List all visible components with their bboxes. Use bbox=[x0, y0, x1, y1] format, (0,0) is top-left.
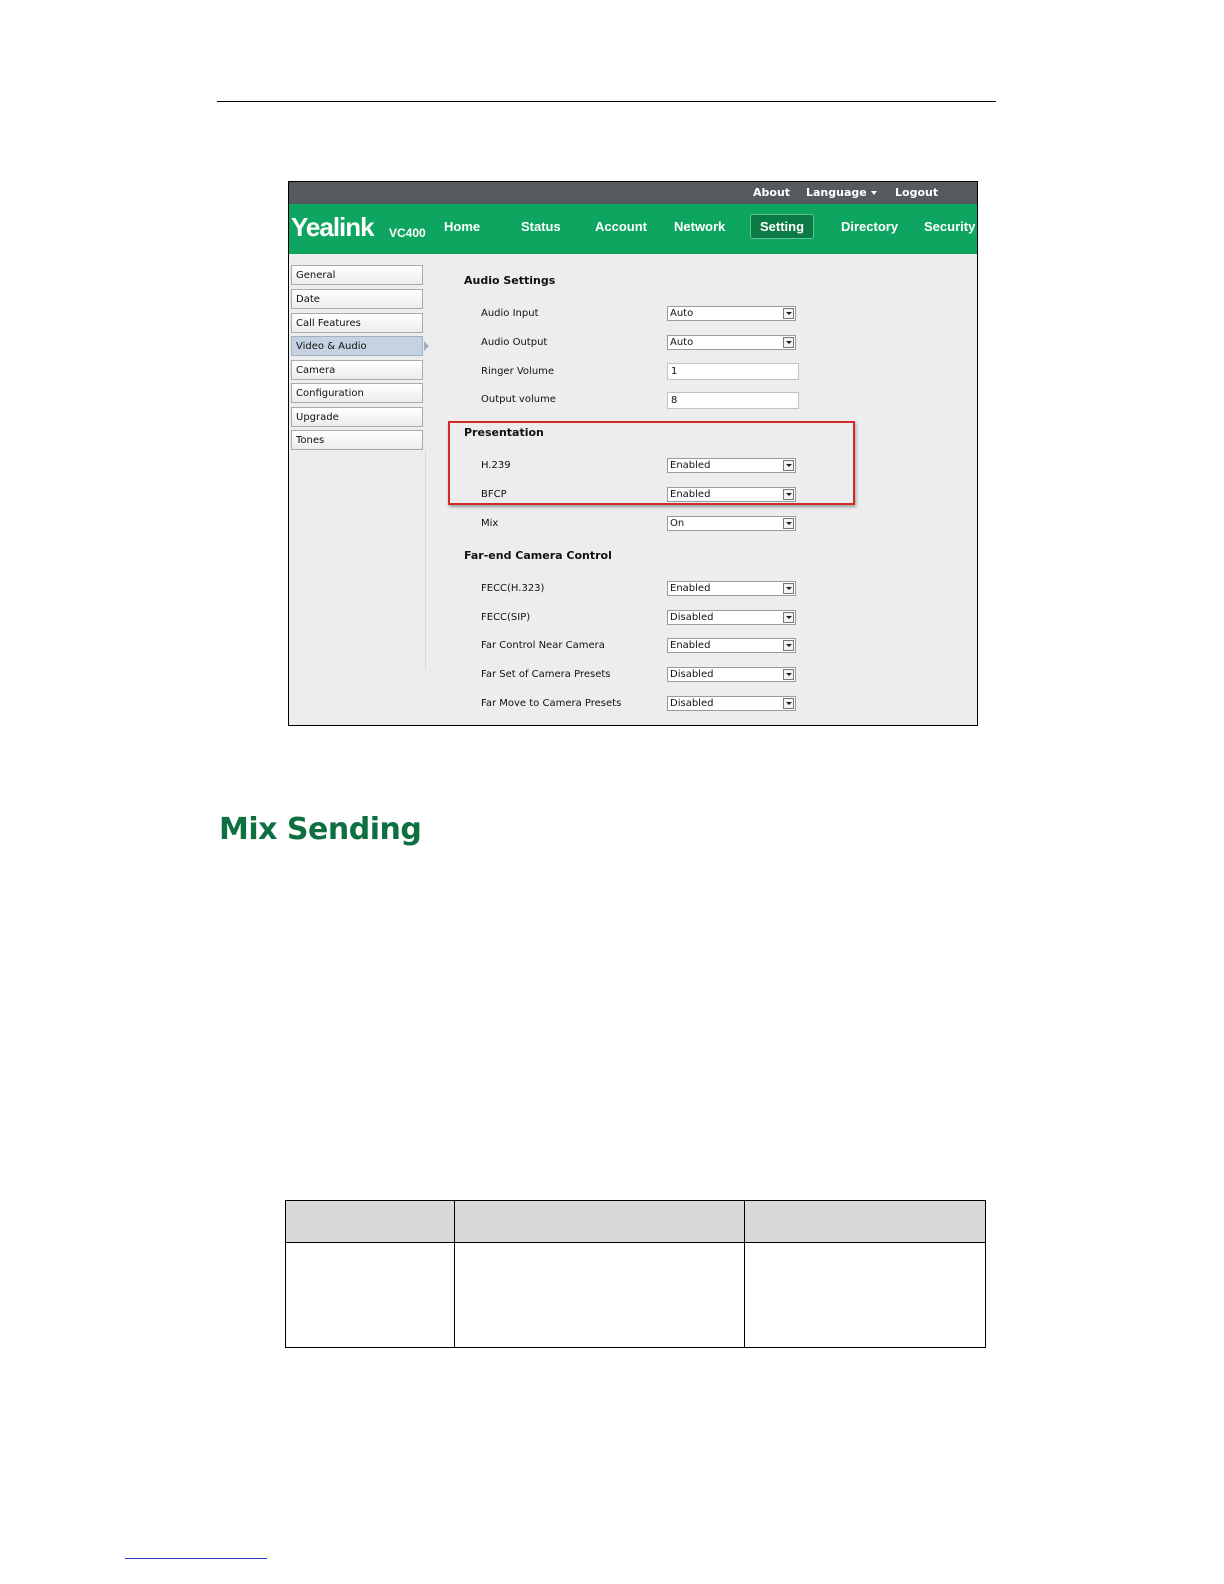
table-header-cell bbox=[285, 1200, 455, 1243]
select-far-set-camera-presets[interactable] bbox=[667, 667, 796, 682]
dropdown-arrow-icon bbox=[783, 518, 794, 529]
dropdown-arrow-icon bbox=[783, 669, 794, 680]
label-output-volume: Output volume bbox=[481, 394, 556, 405]
parameter-table bbox=[285, 1200, 986, 1348]
about-link[interactable]: About bbox=[753, 186, 791, 199]
section-title-audio-settings: Audio Settings bbox=[464, 274, 556, 287]
label-fecc-h323: FECC(H.323) bbox=[481, 583, 545, 594]
sidebar-item-upgrade[interactable]: Upgrade bbox=[291, 407, 423, 427]
sidebar-item-configuration[interactable]: Configuration bbox=[291, 383, 423, 403]
table-header-cell bbox=[454, 1200, 745, 1243]
page-header-rule bbox=[217, 101, 996, 102]
dropdown-arrow-icon bbox=[783, 308, 794, 319]
select-fecc-sip[interactable] bbox=[667, 610, 796, 625]
language-label: Language bbox=[806, 186, 867, 199]
section-title-fecc: Far-end Camera Control bbox=[464, 549, 612, 562]
model-label: VC400 bbox=[389, 226, 426, 240]
label-mix: Mix bbox=[481, 518, 499, 529]
select-value: Enabled bbox=[670, 640, 711, 651]
select-value: Disabled bbox=[670, 669, 714, 680]
tab-account[interactable]: Account bbox=[595, 219, 647, 234]
dropdown-arrow-icon bbox=[783, 640, 794, 651]
select-value: Enabled bbox=[670, 460, 711, 471]
label-h239: H.239 bbox=[481, 460, 511, 471]
tab-setting[interactable]: Setting bbox=[750, 214, 814, 239]
input-ringer-volume[interactable]: 1 bbox=[667, 363, 799, 380]
select-audio-output[interactable] bbox=[667, 335, 796, 350]
label-audio-output: Audio Output bbox=[481, 337, 548, 348]
sidebar-item-camera[interactable]: Camera bbox=[291, 360, 423, 380]
dropdown-arrow-icon bbox=[783, 337, 794, 348]
language-menu[interactable] bbox=[806, 186, 877, 199]
input-output-volume[interactable]: 8 bbox=[667, 392, 799, 409]
section-title-presentation: Presentation bbox=[464, 426, 544, 439]
select-value: Auto bbox=[670, 337, 694, 348]
select-value: Auto bbox=[670, 308, 694, 319]
sidebar-item-general[interactable]: General bbox=[291, 265, 423, 285]
active-pointer-icon bbox=[424, 341, 429, 351]
sidebar-item-tones[interactable]: Tones bbox=[291, 430, 423, 450]
chevron-down-icon bbox=[871, 191, 877, 195]
highlight-box bbox=[448, 421, 855, 505]
sidebar-item-video-audio[interactable]: Video & Audio bbox=[291, 336, 423, 356]
select-value: Enabled bbox=[670, 489, 711, 500]
sidebar-item-call-features[interactable]: Call Features bbox=[291, 313, 423, 333]
table-header-cell bbox=[744, 1200, 986, 1243]
web-ui-screenshot bbox=[288, 181, 978, 726]
label-far-move-camera-presets: Far Move to Camera Presets bbox=[481, 698, 622, 709]
select-value: Enabled bbox=[670, 583, 711, 594]
select-value: On bbox=[670, 518, 685, 529]
select-mix[interactable] bbox=[667, 516, 796, 531]
select-far-move-camera-presets[interactable] bbox=[667, 696, 796, 711]
footnote-rule bbox=[125, 1558, 267, 1559]
dropdown-arrow-icon bbox=[783, 612, 794, 623]
dropdown-arrow-icon bbox=[783, 698, 794, 709]
tab-security[interactable]: Security bbox=[924, 219, 976, 234]
label-far-set-camera-presets: Far Set of Camera Presets bbox=[481, 669, 611, 680]
main-nav-bar bbox=[289, 204, 977, 254]
select-far-control-near-camera[interactable] bbox=[667, 638, 796, 653]
select-audio-input[interactable] bbox=[667, 306, 796, 321]
table-cell bbox=[454, 1242, 745, 1348]
label-fecc-sip: FECC(SIP) bbox=[481, 612, 531, 623]
tab-status[interactable]: Status bbox=[521, 219, 561, 234]
logout-link[interactable]: Logout bbox=[895, 186, 939, 199]
tab-network[interactable]: Network bbox=[674, 219, 726, 234]
select-fecc-h323[interactable] bbox=[667, 581, 796, 596]
dropdown-arrow-icon bbox=[783, 583, 794, 594]
tab-home[interactable]: Home bbox=[444, 219, 481, 234]
select-value: Disabled bbox=[670, 612, 714, 623]
tab-directory[interactable]: Directory bbox=[841, 219, 899, 234]
sidebar-item-date[interactable]: Date bbox=[291, 289, 423, 309]
select-value: Disabled bbox=[670, 698, 714, 709]
label-far-control-near-camera: Far Control Near Camera bbox=[481, 640, 605, 651]
label-bfcp: BFCP bbox=[481, 489, 507, 500]
table-cell bbox=[744, 1242, 986, 1348]
top-utility-bar bbox=[289, 182, 977, 204]
yealink-logo: Yealink bbox=[291, 212, 374, 242]
section-heading: Mix Sending bbox=[219, 812, 422, 847]
table-cell bbox=[285, 1242, 455, 1348]
label-audio-input: Audio Input bbox=[481, 308, 539, 319]
sidebar-divider bbox=[425, 450, 426, 670]
label-ringer-volume: Ringer Volume bbox=[481, 366, 555, 377]
